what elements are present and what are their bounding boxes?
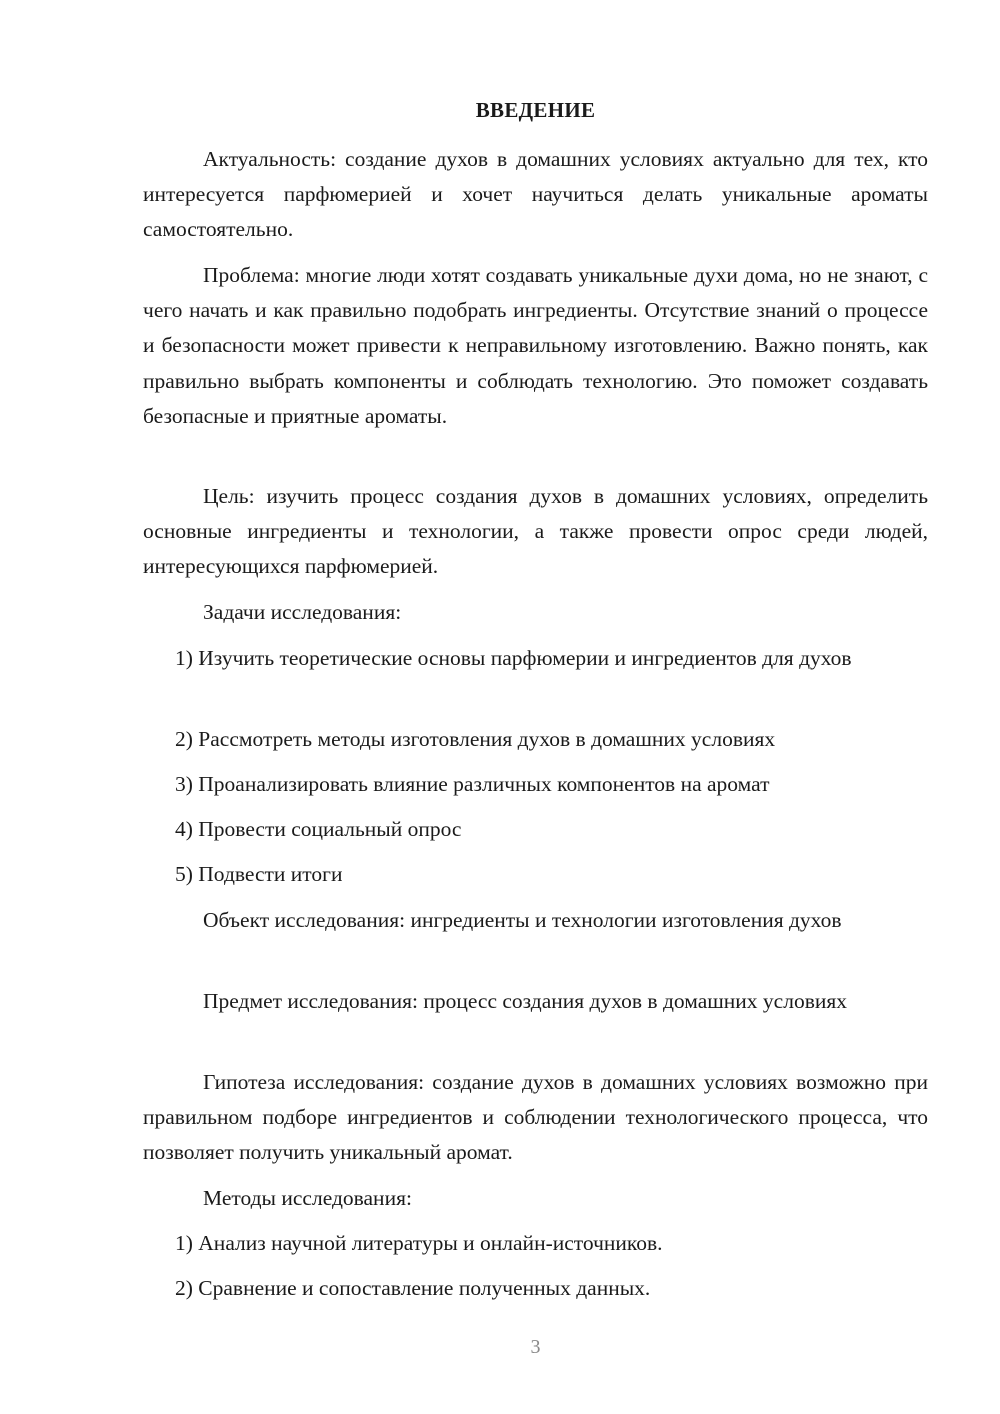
methods-heading: Методы исследования:: [203, 1186, 412, 1210]
object-paragraph: Объект исследования: ингредиенты и технологии изготовления духов: [203, 908, 842, 932]
task-item-1: 1) Изучить теоретические основы парфюмерии и ингредиентов для духов: [175, 646, 852, 670]
method-item-2: 2) Сравнение и сопоставление полученных данных.: [175, 1276, 651, 1300]
document-page: [143, 0, 928, 1414]
task-item-4: 4) Провести социальный опрос: [175, 817, 462, 841]
section-title: ВВЕДЕНИЕ: [475, 98, 596, 122]
method-item-1: 1) Анализ научной литературы и онлайн-источников.: [175, 1231, 663, 1255]
relevance-paragraph: Актуальность: создание духов в домашних условиях актуально для тех, кто интересуется парфюмерией и хочет научиться делать уникальные ароматы самостоятельно.: [143, 147, 928, 242]
task-item-3: 3) Проанализировать влияние различных компонентов на аромат: [175, 772, 770, 796]
hypothesis-paragraph: Гипотеза исследования: создание духов в домашних условиях возможно при правильном подборе ингредиентов и соблюдении технологического процесса, что позволяет получить уникальный аромат.: [143, 1070, 928, 1165]
page-number: 3: [530, 1336, 541, 1358]
problem-paragraph: Проблема: многие люди хотят создавать уникальные духи дома, но не знают, с чего начать и как правильно подобрать ингредиенты. Отсутствие знаний о процессе и безопасности может привести к неправильному изготовлению. Важно понять, как правильно выбрать компоненты и соблюдать технологию. Это поможет создавать безопасные и приятные ароматы.: [143, 263, 928, 428]
task-item-2: 2) Рассмотреть методы изготовления духов в домашних условиях: [175, 727, 776, 751]
goal-paragraph: Цель: изучить процесс создания духов в домашних условиях, определить основные ингредиенты и технологии, а также провести опрос среди людей, интересующихся парфюмерией.: [143, 484, 928, 579]
tasks-heading: Задачи исследования:: [203, 600, 402, 624]
task-item-5: 5) Подвести итоги: [175, 862, 343, 886]
subject-paragraph: Предмет исследования: процесс создания духов в домашних условиях: [203, 989, 847, 1013]
